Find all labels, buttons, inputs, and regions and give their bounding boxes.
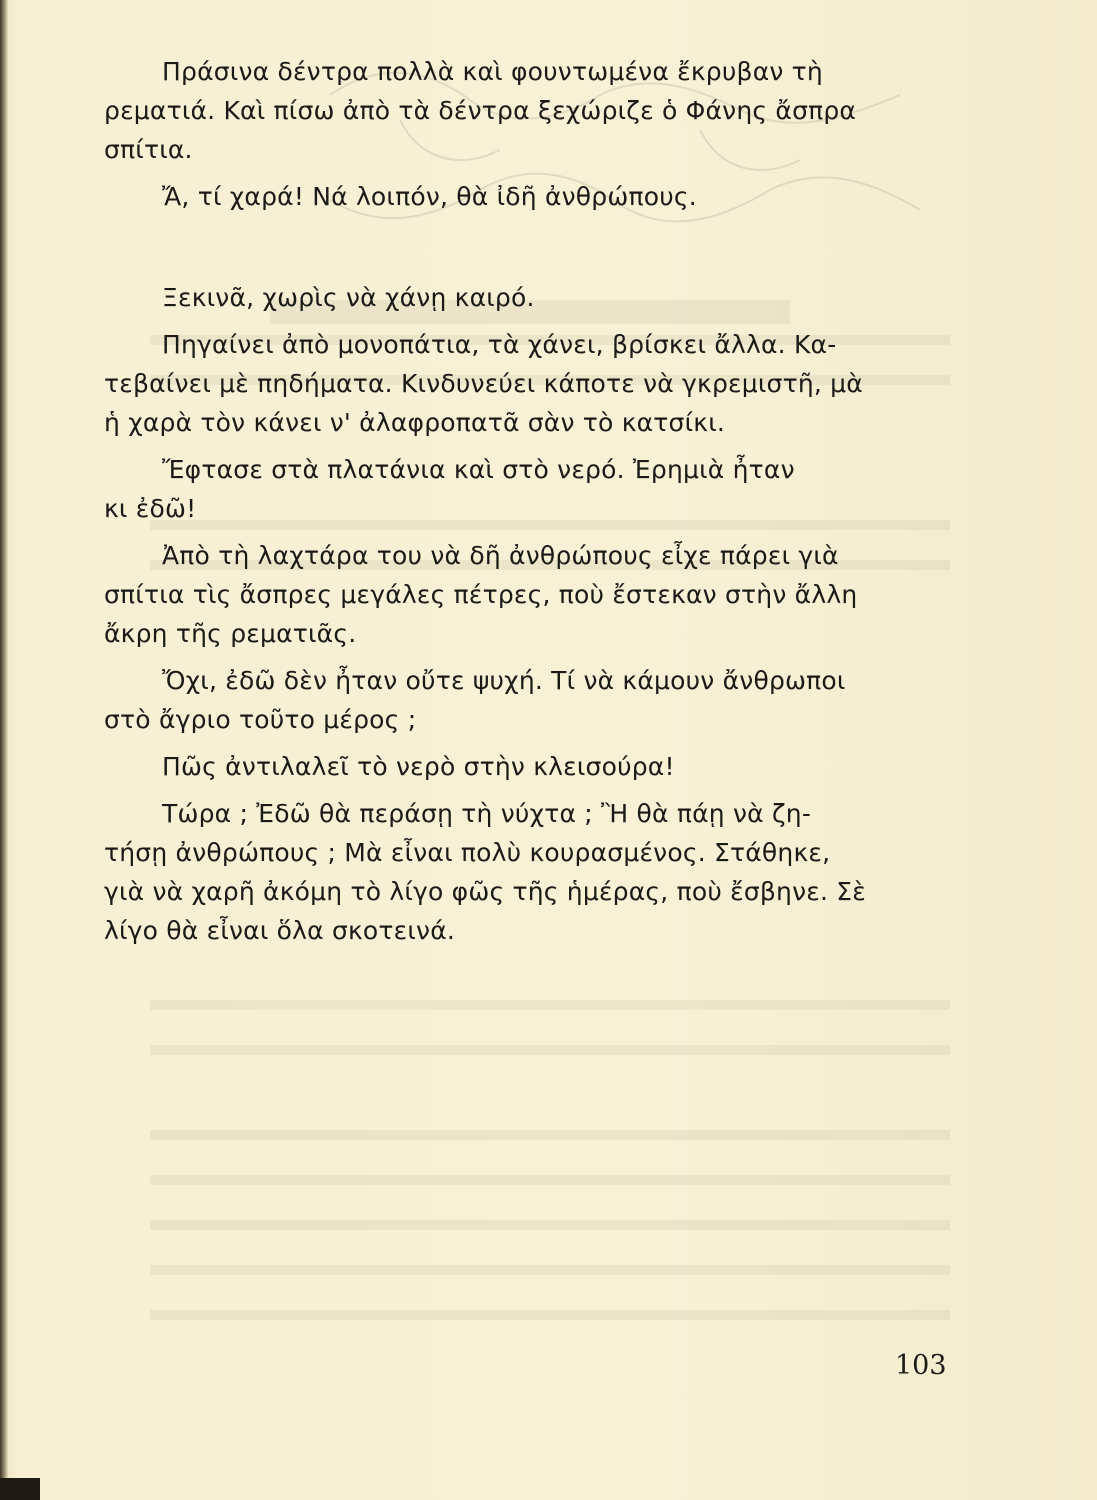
paragraph-2 <box>162 177 952 216</box>
paragraph-5 <box>104 450 952 528</box>
text-line: σπίτια. <box>104 135 193 164</box>
text-line: σπίτια τὶς ἄσπρες μεγάλες πέτρες, ποὺ ἔστεκαν στὴν ἄλλη <box>104 580 858 609</box>
paragraph-3 <box>162 278 952 317</box>
text-line: Ὄχι, ἐδῶ δὲν ἦταν οὔτε ψυχή. Τί νὰ κάμουν ἄνθρωποι <box>162 666 846 695</box>
paragraph-8 <box>162 747 952 786</box>
text-line: ἡ χαρὰ τὸν κάνει ν' ἀλαφροπατᾶ σὰν τὸ κατσίκι. <box>104 408 726 437</box>
text-line: τήσῃ ἀνθρώπους ; Μὰ εἶναι πολὺ κουρασμένος. Στάθηκε, <box>104 838 831 867</box>
paragraph-1 <box>104 52 952 169</box>
text-line: στὸ ἄγριο τοῦτο μέρος ; <box>104 705 417 734</box>
scan-corner-shadow <box>0 1478 40 1500</box>
paragraph-4 <box>104 325 952 442</box>
text-line: λίγο θὰ εἶναι ὅλα σκοτεινά. <box>104 916 456 945</box>
text-line: Ἀπὸ τὴ λαχτάρα του νὰ δῆ ἀνθρώπους εἶχε πάρει γιὰ <box>162 541 839 570</box>
text-line: Ξεκινᾶ, χωρὶς νὰ χάνῃ καιρό. <box>162 283 535 312</box>
text-line: ρεματιά. Καὶ πίσω ἀπὸ τὰ δέντρα ξεχώριζε ὁ Φάνης ἄσπρα <box>104 96 857 125</box>
page-number: 103 <box>895 1350 947 1381</box>
paragraph-6 <box>104 536 952 653</box>
text-line: τεβαίνει μὲ πηδήματα. Κινδυνεύει κάποτε νὰ γκρεμιστῆ, μὰ <box>104 369 863 398</box>
text-line: κι ἐδῶ! <box>104 494 197 523</box>
text-line: Πηγαίνει ἀπὸ μονοπάτια, τὰ χάνει, βρίσκει ἄλλα. Κα- <box>162 330 837 359</box>
text-line: γιὰ νὰ χαρῆ ἀκόμη τὸ λίγο φῶς τῆς ἡμέρας, ποὺ ἔσβηνε. Σὲ <box>104 877 866 906</box>
paragraph-9 <box>104 794 952 950</box>
text-line: Πῶς ἀντιλαλεῖ τὸ νερὸ στὴν κλεισούρα! <box>162 752 675 781</box>
text-line: Πράσινα δέντρα πολλὰ καὶ φουντωμένα ἔκρυβαν τὴ <box>162 57 823 86</box>
paragraph-7 <box>104 661 952 739</box>
text-line: ἄκρη τῆς ρεματιᾶς. <box>104 619 357 648</box>
text-line: Ἄ, τί χαρά! Νά λοιπόν, θὰ ἰδῆ ἀνθρώπους. <box>162 182 697 211</box>
text-line: Τώρα ; Ἐδῶ θὰ περάσῃ τὴ νύχτα ; Ἢ θὰ πάῃ νὰ ζη- <box>162 799 812 828</box>
text-line: Ἔφτασε στὰ πλατάνια καὶ στὸ νερό. Ἐρημιὰ ἦταν <box>162 455 795 484</box>
main-text <box>104 52 952 950</box>
